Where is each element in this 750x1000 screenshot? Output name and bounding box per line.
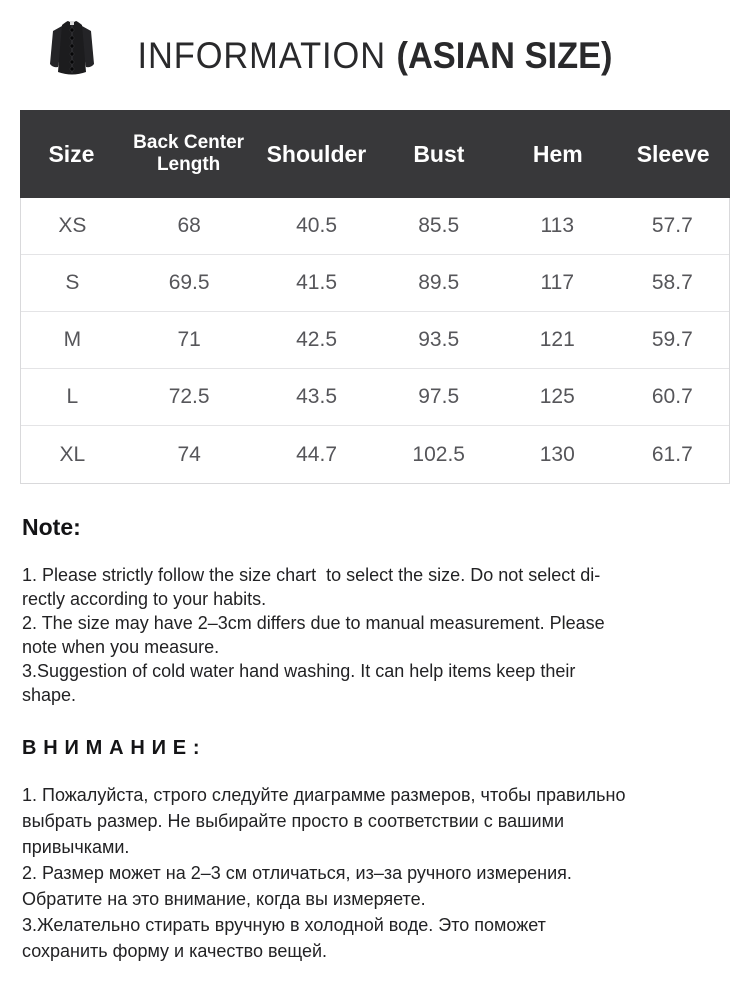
header-label: Length	[156, 154, 221, 175]
attention-line: Обратите на это внимание, когда вы измеряете.	[22, 889, 426, 909]
header-cell-back-center-length	[123, 110, 254, 198]
note-line: 1. Please strictly follow the size chart to select the size. Do not select di-	[22, 565, 601, 585]
cell-back-center-length: 72.5	[168, 385, 210, 408]
attention-line: сохранить форму и качество вещей.	[22, 941, 328, 961]
cell-sleeve: 58.7	[651, 271, 693, 294]
note-paragraphs-en	[22, 563, 728, 707]
cell-bust: 85.5	[418, 214, 460, 237]
note-heading: Note:	[22, 514, 81, 540]
header-cell-hem	[499, 110, 616, 198]
cell-back-center-length: 74	[177, 442, 201, 466]
header-cell-sleeve	[616, 110, 730, 198]
cell-sleeve: 60.7	[651, 385, 693, 408]
size-table-header-row	[20, 110, 730, 198]
cell-shoulder: 40.5	[296, 214, 337, 237]
cell-back-center-length: 68	[177, 214, 201, 237]
header-label: Hem	[532, 140, 583, 167]
header-label: Bust	[413, 140, 465, 167]
attention-line: выбрать размер. Не выбирайте просто в соответствии с вашими	[22, 811, 565, 831]
size-table	[20, 110, 730, 484]
table-row-s	[21, 255, 729, 312]
attention-heading: ВНИМАНИЕ:	[22, 737, 207, 759]
page-title-bold: (ASIAN SIZE)	[396, 35, 613, 76]
header-label: Back Center	[133, 132, 245, 153]
page-header	[0, 0, 750, 80]
cell-bust: 89.5	[418, 271, 460, 294]
note-paragraphs-ru	[22, 782, 728, 964]
cell-bust: 97.5	[418, 385, 460, 408]
cell-back-center-length: 71	[177, 328, 201, 351]
table-row-xl	[21, 426, 729, 483]
attention-line: 2. Размер может на 2–3 см отличаться, из–за ручного измерения.	[22, 863, 572, 883]
cell-hem: 117	[540, 271, 575, 294]
cell-bust: 93.5	[418, 328, 460, 351]
header-label: Size	[48, 140, 95, 167]
cell-size: L	[66, 385, 79, 408]
cell-shoulder: 44.7	[296, 442, 337, 466]
header-cell-bust	[379, 110, 500, 198]
attention-line: привычками.	[22, 837, 130, 857]
cell-shoulder: 41.5	[296, 271, 337, 294]
cell-sleeve: 57.7	[651, 214, 693, 237]
page-title	[26, 34, 724, 78]
cell-hem: 130	[539, 442, 575, 466]
cell-size: M	[63, 328, 82, 351]
cell-back-center-length: 69.5	[168, 271, 210, 294]
note-line: 3.Suggestion of cold water hand washing. It can help items keep their	[22, 661, 576, 681]
header-label: Shoulder	[266, 140, 367, 167]
table-row-m	[21, 312, 729, 369]
cell-sleeve: 61.7	[651, 442, 693, 466]
note-line: 2. The size may have 2–3cm differs due to manual measurement. Please	[22, 613, 605, 633]
attention-line: 3.Желательно стирать вручную в холодной воде. Это поможет	[22, 915, 546, 935]
attention-line: 1. Пожалуйста, строго следуйте диаграмме размеров, чтобы правильно	[22, 785, 626, 805]
cell-bust: 102.5	[412, 442, 465, 466]
cell-hem: 125	[539, 385, 575, 408]
cell-shoulder: 42.5	[296, 328, 337, 351]
header-cell-size	[20, 110, 123, 198]
note-line: note when you measure.	[22, 637, 220, 657]
page-title-regular: INFORMATION	[137, 35, 397, 76]
cell-shoulder: 43.5	[296, 385, 337, 408]
size-table-body	[20, 198, 730, 484]
cell-size: XS	[58, 214, 87, 237]
table-row-xs	[21, 198, 729, 255]
cell-sleeve: 59.7	[651, 328, 693, 351]
cell-hem: 113	[540, 214, 575, 237]
cell-size: S	[65, 271, 80, 294]
cell-hem: 121	[539, 328, 575, 351]
table-row-l	[21, 369, 729, 426]
note-line: rectly according to your habits.	[22, 589, 267, 609]
note-line: shape.	[22, 685, 77, 705]
header-cell-shoulder	[254, 110, 378, 198]
header-label: Sleeve	[636, 140, 710, 167]
cell-size: XL	[59, 442, 86, 466]
notes-section	[22, 514, 728, 964]
